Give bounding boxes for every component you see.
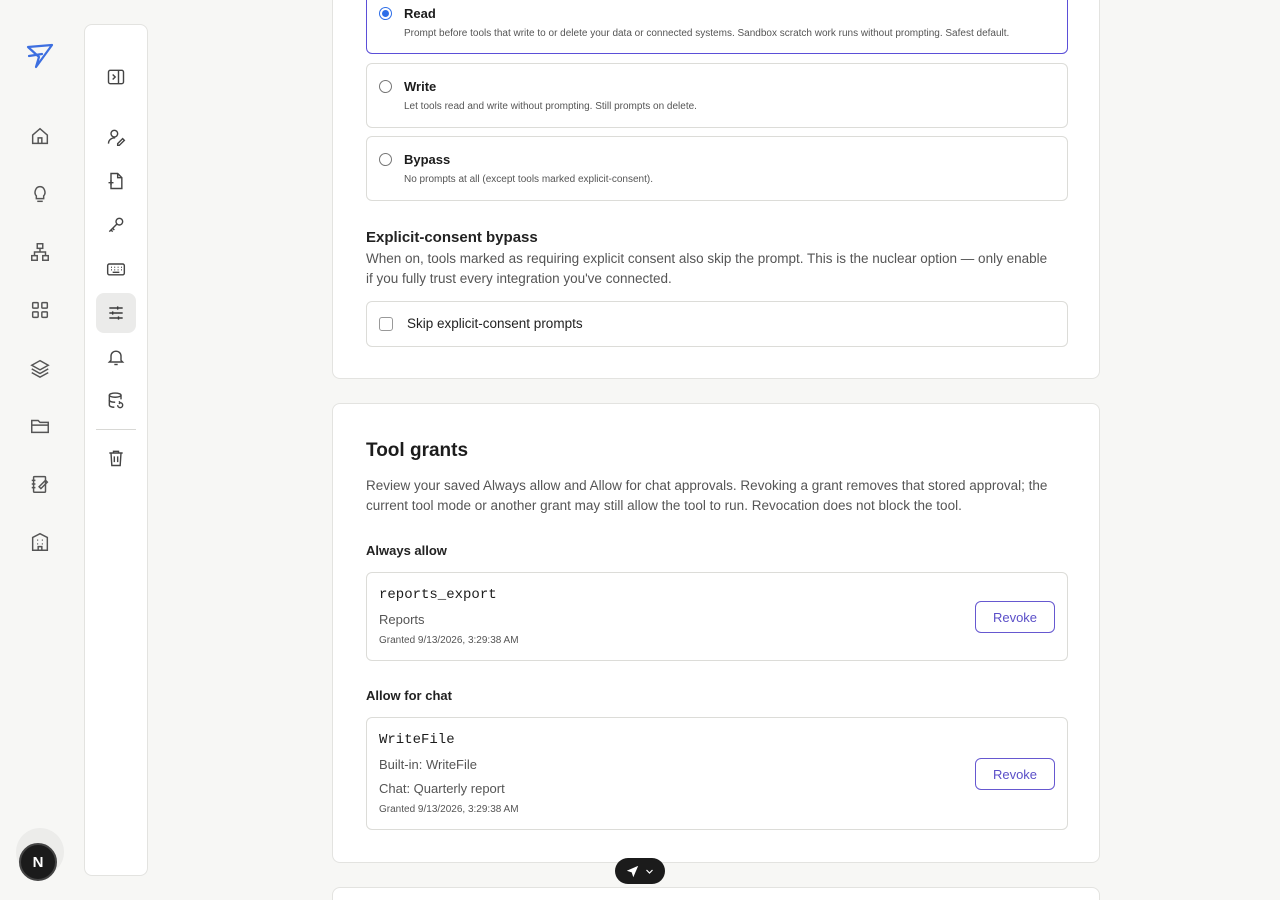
mode-option-desc: Prompt before tools that write to or delete your data or connected systems. Sandbox scratch work runs without prompting. Safest default.	[404, 28, 1010, 39]
explicit-consent-checkbox-label: Skip explicit-consent prompts	[407, 316, 583, 331]
lightbulb-icon[interactable]	[26, 180, 54, 208]
tool-grants-desc: Review your saved Always allow and Allow for chat approvals. Revoking a grant removes that stored approval; the current tool mode or another grant may still allow the tool to run. Revocation does not block the tool.	[366, 478, 1048, 513]
mode-option-label: Bypass	[404, 152, 451, 167]
file-icon[interactable]	[96, 161, 136, 201]
allow-for-chat-heading: Allow for chat	[366, 688, 452, 703]
explicit-consent-desc: When on, tools marked as requiring explicit consent also skip the prompt. This is the nuclear option — only enable if you fully trust every integration you've connected.	[366, 251, 1048, 286]
folder-icon[interactable]	[26, 412, 54, 440]
chevron-down-icon	[645, 867, 654, 876]
bell-icon[interactable]	[96, 337, 136, 377]
send-icon	[626, 865, 639, 878]
mode-option-desc: Let tools read and write without prompting. Still prompts on delete.	[404, 101, 697, 112]
panel-toggle-icon[interactable]	[96, 57, 136, 97]
explicit-consent-title: Explicit-consent bypass	[366, 229, 538, 246]
database-icon[interactable]	[96, 381, 136, 421]
keyboard-icon[interactable]	[96, 249, 136, 289]
trash-icon[interactable]	[96, 438, 136, 478]
grant-tool-name: reports_export	[379, 587, 497, 603]
grant-source: Reports	[379, 612, 425, 627]
notebook-icon[interactable]	[26, 470, 54, 498]
sitemap-icon[interactable]	[26, 238, 54, 266]
revoke-button[interactable]: Revoke	[975, 758, 1055, 790]
mode-option-read[interactable]	[366, 0, 1068, 54]
grant-item-always	[366, 572, 1068, 661]
grant-source: Built-in: WriteFile	[379, 757, 478, 772]
grant-tool-name: WriteFile	[379, 732, 455, 748]
app-nav-rail	[0, 0, 80, 900]
mode-option-desc: No prompts at all (except tools marked explicit-consent).	[404, 174, 653, 185]
mode-option-label: Write	[404, 79, 437, 94]
tool-grants-title: Tool grants	[366, 440, 469, 461]
grant-chat: Chat: Quarterly report	[379, 781, 505, 796]
floating-send-menu[interactable]	[615, 858, 665, 884]
avatar-letter: N	[32, 853, 44, 871]
mode-option-label: Read	[404, 6, 436, 21]
settings-subnav	[84, 24, 148, 876]
next-card	[332, 887, 1100, 900]
grant-timestamp: Granted 9/13/2026, 3:29:38 AM	[379, 804, 519, 815]
revoke-button[interactable]: Revoke	[975, 601, 1055, 633]
logo-icon[interactable]	[24, 40, 56, 72]
radio-bypass[interactable]	[379, 153, 392, 166]
building-icon[interactable]	[26, 528, 54, 556]
avatar[interactable]	[19, 843, 57, 881]
key-icon[interactable]	[96, 205, 136, 245]
grant-timestamp: Granted 9/13/2026, 3:29:38 AM	[379, 635, 519, 646]
tool-grants-card	[332, 403, 1100, 863]
tool-mode-card	[332, 0, 1100, 379]
layers-icon[interactable]	[26, 354, 54, 382]
home-icon[interactable]	[26, 122, 54, 150]
subnav-divider	[96, 429, 136, 430]
radio-write[interactable]	[379, 80, 392, 93]
sliders-icon[interactable]	[96, 293, 136, 333]
explicit-consent-checkbox[interactable]	[379, 317, 393, 331]
grid-icon[interactable]	[26, 296, 54, 324]
radio-read[interactable]	[379, 7, 392, 20]
user-edit-icon[interactable]	[96, 117, 136, 157]
explicit-consent-checkbox-row[interactable]	[366, 301, 1068, 347]
mode-option-write[interactable]	[366, 63, 1068, 128]
mode-option-bypass[interactable]	[366, 136, 1068, 201]
always-allow-heading: Always allow	[366, 543, 447, 558]
grant-item-chat	[366, 717, 1068, 830]
